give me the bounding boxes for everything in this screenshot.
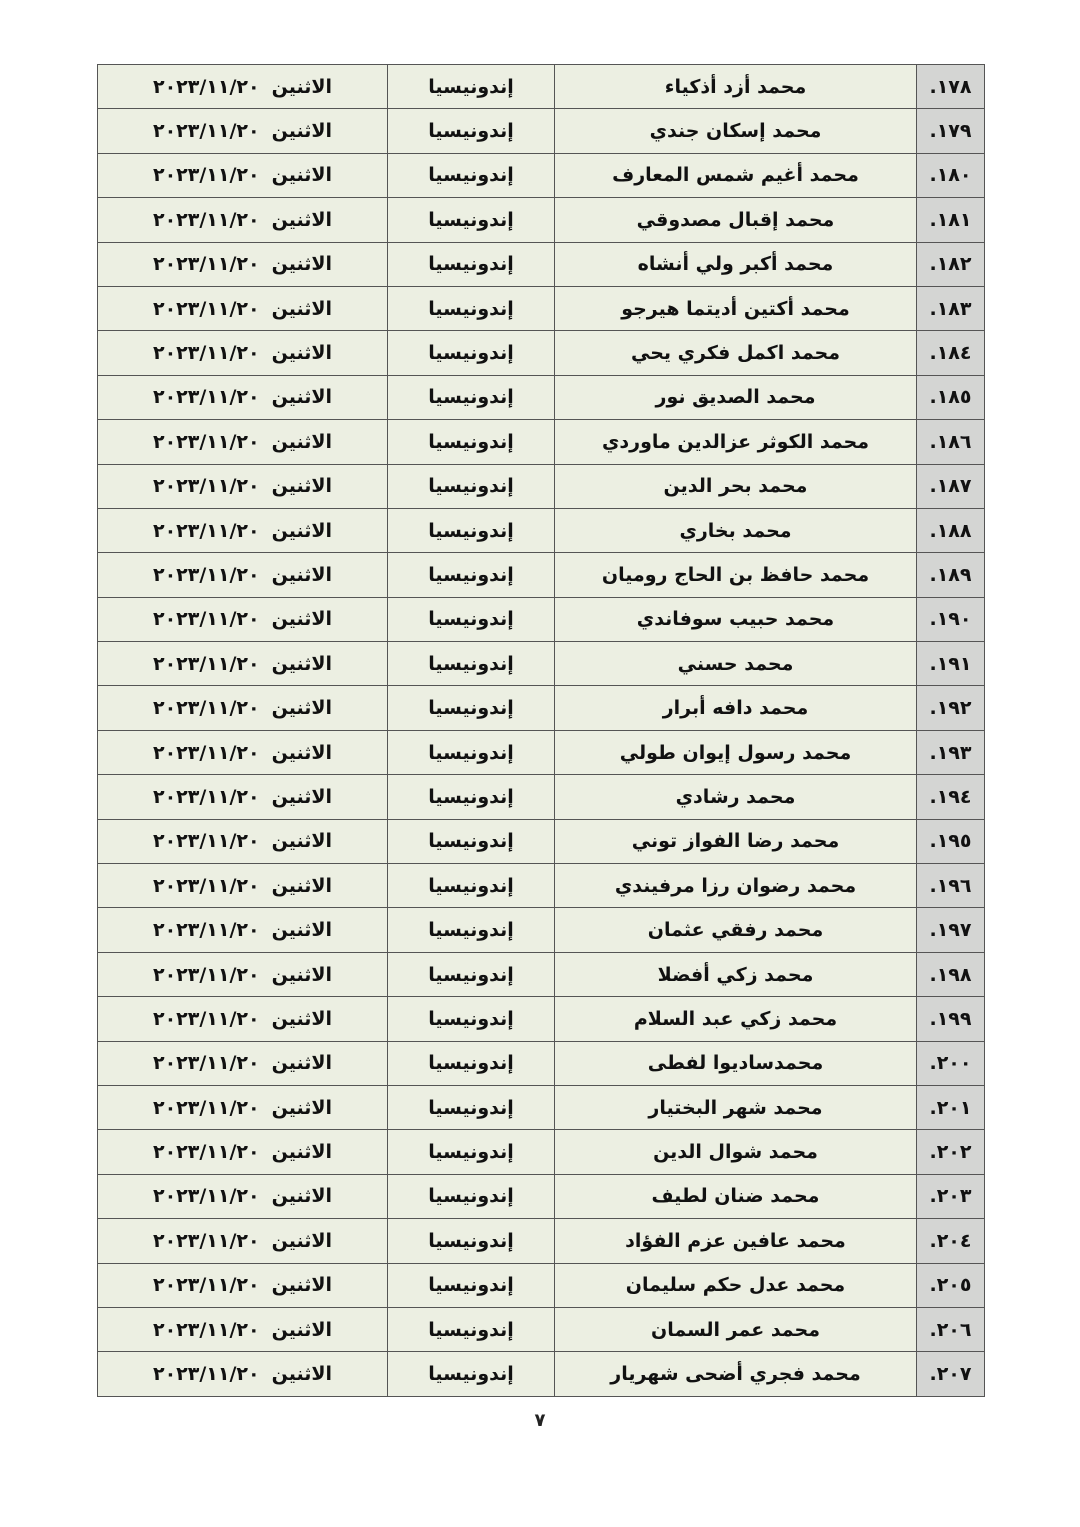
date-label: ٢٠٢٣/١١/٢٠: [152, 741, 260, 764]
day-label: الاثنين: [271, 342, 333, 365]
table-row: [98, 1174, 985, 1218]
date-cell: [98, 1263, 388, 1307]
row-number-cell: ١٩٤.: [917, 775, 985, 819]
date-cell: [98, 775, 388, 819]
row-number-cell: ١٨٨.: [917, 508, 985, 552]
table-row: [98, 198, 985, 242]
name-cell: محمد الصديق نور: [555, 375, 917, 419]
date-cell: [98, 109, 388, 153]
name-cell: محمد بخاري: [555, 508, 917, 552]
name-cell: محمد إقبال مصدوقي: [555, 198, 917, 242]
table-row: [98, 1041, 985, 1085]
country-cell: إندونيسيا: [388, 420, 555, 464]
date-label: ٢٠٢٣/١١/٢٠: [152, 1141, 260, 1164]
row-number-cell: ١٩٠.: [917, 597, 985, 641]
table-row: [98, 109, 985, 153]
day-label: الاثنين: [271, 652, 333, 675]
table-row: [98, 642, 985, 686]
date-cell: [98, 65, 388, 109]
date-label: ٢٠٢٣/١١/٢٠: [152, 208, 260, 231]
roster-table-body: [98, 65, 985, 1397]
row-number-cell: ١٨٩.: [917, 553, 985, 597]
date-cell: [98, 952, 388, 996]
date-label: ٢٠٢٣/١١/٢٠: [152, 963, 260, 986]
table-row: [98, 1130, 985, 1174]
date-label: ٢٠٢٣/١١/٢٠: [152, 919, 260, 942]
table-row: [98, 952, 985, 996]
country-cell: إندونيسيا: [388, 597, 555, 641]
day-label: الاثنين: [271, 1141, 333, 1164]
name-cell: محمد عافين عزم الفؤاد: [555, 1219, 917, 1263]
table-row: [98, 775, 985, 819]
date-cell: [98, 1130, 388, 1174]
date-label: ٢٠٢٣/١١/٢٠: [152, 874, 260, 897]
date-cell: [98, 1174, 388, 1218]
country-cell: إندونيسيا: [388, 375, 555, 419]
table-row: [98, 242, 985, 286]
date-cell: [98, 686, 388, 730]
date-cell: [98, 508, 388, 552]
date-cell: [98, 1307, 388, 1351]
day-label: الاثنين: [271, 563, 333, 586]
name-cell: محمد زكي أفضلا: [555, 952, 917, 996]
date-label: ٢٠٢٣/١١/٢٠: [152, 430, 260, 453]
date-label: ٢٠٢٣/١١/٢٠: [152, 697, 260, 720]
name-cell: محمد زكي عبد السلام: [555, 997, 917, 1041]
day-label: الاثنين: [271, 475, 333, 498]
row-number-cell: ٢٠١.: [917, 1085, 985, 1129]
country-cell: إندونيسيا: [388, 908, 555, 952]
date-cell: [98, 819, 388, 863]
country-cell: إندونيسيا: [388, 952, 555, 996]
country-cell: إندونيسيا: [388, 686, 555, 730]
date-label: ٢٠٢٣/١١/٢٠: [152, 830, 260, 853]
country-cell: إندونيسيا: [388, 864, 555, 908]
date-cell: [98, 908, 388, 952]
country-cell: إندونيسيا: [388, 1263, 555, 1307]
country-cell: إندونيسيا: [388, 1174, 555, 1218]
date-label: ٢٠٢٣/١١/٢٠: [152, 1318, 260, 1341]
name-cell: محمد رضا الفواز توني: [555, 819, 917, 863]
day-label: الاثنين: [271, 120, 333, 143]
day-label: الاثنين: [271, 208, 333, 231]
row-number-cell: ١٩٧.: [917, 908, 985, 952]
date-cell: [98, 1219, 388, 1263]
country-cell: إندونيسيا: [388, 198, 555, 242]
table-row: [98, 375, 985, 419]
day-label: الاثنين: [271, 1185, 333, 1208]
table-row: [98, 908, 985, 952]
table-row: [98, 864, 985, 908]
name-cell: محمد أكبر ولي أنشاه: [555, 242, 917, 286]
name-cell: محمد ضنان لطيف: [555, 1174, 917, 1218]
date-label: ٢٠٢٣/١١/٢٠: [152, 386, 260, 409]
row-number-cell: ٢٠٢.: [917, 1130, 985, 1174]
table-row: [98, 1085, 985, 1129]
day-label: الاثنين: [271, 430, 333, 453]
date-label: ٢٠٢٣/١١/٢٠: [152, 297, 260, 320]
day-label: الاثنين: [271, 919, 333, 942]
date-cell: [98, 375, 388, 419]
country-cell: إندونيسيا: [388, 464, 555, 508]
country-cell: إندونيسيا: [388, 65, 555, 109]
date-label: ٢٠٢٣/١١/٢٠: [152, 1007, 260, 1030]
date-cell: [98, 553, 388, 597]
date-label: ٢٠٢٣/١١/٢٠: [152, 342, 260, 365]
day-label: الاثنين: [271, 697, 333, 720]
name-cell: محمد أغيم شمس المعارف: [555, 153, 917, 197]
day-label: الاثنين: [271, 830, 333, 853]
name-cell: محمد حافظ بن الحاج روميان: [555, 553, 917, 597]
date-label: ٢٠٢٣/١١/٢٠: [152, 563, 260, 586]
country-cell: إندونيسيا: [388, 997, 555, 1041]
table-row: [98, 1307, 985, 1351]
day-label: الاثنين: [271, 386, 333, 409]
country-cell: إندونيسيا: [388, 331, 555, 375]
table-row: [98, 819, 985, 863]
date-cell: [98, 420, 388, 464]
country-cell: إندونيسيا: [388, 553, 555, 597]
date-label: ٢٠٢٣/١١/٢٠: [152, 1185, 260, 1208]
date-label: ٢٠٢٣/١١/٢٠: [152, 1274, 260, 1297]
date-cell: [98, 286, 388, 330]
country-cell: إندونيسيا: [388, 642, 555, 686]
date-label: ٢٠٢٣/١١/٢٠: [152, 253, 260, 276]
country-cell: إندونيسيا: [388, 242, 555, 286]
country-cell: إندونيسيا: [388, 819, 555, 863]
day-label: الاثنين: [271, 963, 333, 986]
date-label: ٢٠٢٣/١١/٢٠: [152, 164, 260, 187]
date-cell: [98, 153, 388, 197]
day-label: الاثنين: [271, 1274, 333, 1297]
day-label: الاثنين: [271, 1363, 333, 1386]
row-number-cell: ١٨٠.: [917, 153, 985, 197]
country-cell: إندونيسيا: [388, 1130, 555, 1174]
country-cell: إندونيسيا: [388, 1041, 555, 1085]
table-row: [98, 420, 985, 464]
date-cell: [98, 1352, 388, 1396]
country-cell: إندونيسيا: [388, 508, 555, 552]
table-row: [98, 65, 985, 109]
date-label: ٢٠٢٣/١١/٢٠: [152, 1096, 260, 1119]
row-number-cell: ٢٠٠.: [917, 1041, 985, 1085]
row-number-cell: ١٩٦.: [917, 864, 985, 908]
date-cell: [98, 464, 388, 508]
date-label: ٢٠٢٣/١١/٢٠: [152, 652, 260, 675]
row-number-cell: ١٧٩.: [917, 109, 985, 153]
row-number-cell: ١٩٨.: [917, 952, 985, 996]
name-cell: محمد أزد أذكياء: [555, 65, 917, 109]
row-number-cell: ١٩٥.: [917, 819, 985, 863]
date-label: ٢٠٢٣/١١/٢٠: [152, 475, 260, 498]
day-label: الاثنين: [271, 874, 333, 897]
day-label: الاثنين: [271, 608, 333, 631]
date-label: ٢٠٢٣/١١/٢٠: [152, 75, 260, 98]
row-number-cell: ٢٠٤.: [917, 1219, 985, 1263]
day-label: الاثنين: [271, 297, 333, 320]
date-label: ٢٠٢٣/١١/٢٠: [152, 608, 260, 631]
table-row: [98, 286, 985, 330]
name-cell: محمد عدل حكم سليمان: [555, 1263, 917, 1307]
country-cell: إندونيسيا: [388, 1085, 555, 1129]
day-label: الاثنين: [271, 75, 333, 98]
name-cell: محمدساديوا لفطى: [555, 1041, 917, 1085]
name-cell: محمد بحر الدين: [555, 464, 917, 508]
row-number-cell: ١٨٧.: [917, 464, 985, 508]
table-row: [98, 997, 985, 1041]
day-label: الاثنين: [271, 785, 333, 808]
table-row: [98, 331, 985, 375]
row-number-cell: ١٧٨.: [917, 65, 985, 109]
table-row: [98, 730, 985, 774]
day-label: الاثنين: [271, 164, 333, 187]
day-label: الاثنين: [271, 1052, 333, 1075]
country-cell: إندونيسيا: [388, 1352, 555, 1396]
date-label: ٢٠٢٣/١١/٢٠: [152, 1363, 260, 1386]
day-label: الاثنين: [271, 519, 333, 542]
row-number-cell: ١٨٢.: [917, 242, 985, 286]
country-cell: إندونيسيا: [388, 775, 555, 819]
name-cell: محمد دافه أبرار: [555, 686, 917, 730]
name-cell: محمد عمر السمان: [555, 1307, 917, 1351]
date-label: ٢٠٢٣/١١/٢٠: [152, 1229, 260, 1252]
row-number-cell: ١٩٩.: [917, 997, 985, 1041]
name-cell: محمد رسول إيوان طولي: [555, 730, 917, 774]
day-label: الاثنين: [271, 1229, 333, 1252]
table-row: [98, 1219, 985, 1263]
date-label: ٢٠٢٣/١١/٢٠: [152, 1052, 260, 1075]
row-number-cell: ٢٠٧.: [917, 1352, 985, 1396]
name-cell: محمد رشادي: [555, 775, 917, 819]
date-cell: [98, 242, 388, 286]
country-cell: إندونيسيا: [388, 1307, 555, 1351]
table-row: [98, 1263, 985, 1307]
country-cell: إندونيسيا: [388, 286, 555, 330]
row-number-cell: ٢٠٥.: [917, 1263, 985, 1307]
date-label: ٢٠٢٣/١١/٢٠: [152, 519, 260, 542]
day-label: الاثنين: [271, 1007, 333, 1030]
row-number-cell: ٢٠٦.: [917, 1307, 985, 1351]
date-cell: [98, 1041, 388, 1085]
date-label: ٢٠٢٣/١١/٢٠: [152, 785, 260, 808]
date-cell: [98, 331, 388, 375]
row-number-cell: ١٨٥.: [917, 375, 985, 419]
table-row: [98, 686, 985, 730]
table-row: [98, 553, 985, 597]
table-row: [98, 597, 985, 641]
date-cell: [98, 864, 388, 908]
name-cell: محمد الكوثر عزالدين ماوردي: [555, 420, 917, 464]
table-row: [98, 464, 985, 508]
country-cell: إندونيسيا: [388, 109, 555, 153]
row-number-cell: ١٨١.: [917, 198, 985, 242]
date-cell: [98, 730, 388, 774]
name-cell: محمد حسني: [555, 642, 917, 686]
day-label: الاثنين: [271, 741, 333, 764]
name-cell: محمد إسكان جندي: [555, 109, 917, 153]
table-row: [98, 508, 985, 552]
country-cell: إندونيسيا: [388, 153, 555, 197]
date-cell: [98, 597, 388, 641]
page-number: ٧: [534, 1410, 546, 1431]
date-label: ٢٠٢٣/١١/٢٠: [152, 120, 260, 143]
row-number-cell: ١٩١.: [917, 642, 985, 686]
name-cell: محمد أكتين أديتما هيرجو: [555, 286, 917, 330]
row-number-cell: ١٨٦.: [917, 420, 985, 464]
name-cell: محمد حبيب سوفاندي: [555, 597, 917, 641]
table-row: [98, 1352, 985, 1396]
name-cell: محمد شوال الدين: [555, 1130, 917, 1174]
name-cell: محمد رضوان رزا مرفيندي: [555, 864, 917, 908]
roster-table: [97, 64, 985, 1397]
date-cell: [98, 198, 388, 242]
date-cell: [98, 642, 388, 686]
row-number-cell: ١٩٣.: [917, 730, 985, 774]
name-cell: محمد رفقي عثمان: [555, 908, 917, 952]
country-cell: إندونيسيا: [388, 730, 555, 774]
day-label: الاثنين: [271, 1096, 333, 1119]
table-row: [98, 153, 985, 197]
country-cell: إندونيسيا: [388, 1219, 555, 1263]
row-number-cell: ١٨٤.: [917, 331, 985, 375]
name-cell: محمد فجري أضحى شهريار: [555, 1352, 917, 1396]
row-number-cell: ١٩٢.: [917, 686, 985, 730]
day-label: الاثنين: [271, 253, 333, 276]
row-number-cell: ٢٠٣.: [917, 1174, 985, 1218]
date-cell: [98, 1085, 388, 1129]
date-cell: [98, 997, 388, 1041]
name-cell: محمد شهر البختيار: [555, 1085, 917, 1129]
row-number-cell: ١٨٣.: [917, 286, 985, 330]
day-label: الاثنين: [271, 1318, 333, 1341]
name-cell: محمد اكمل فكري يحي: [555, 331, 917, 375]
